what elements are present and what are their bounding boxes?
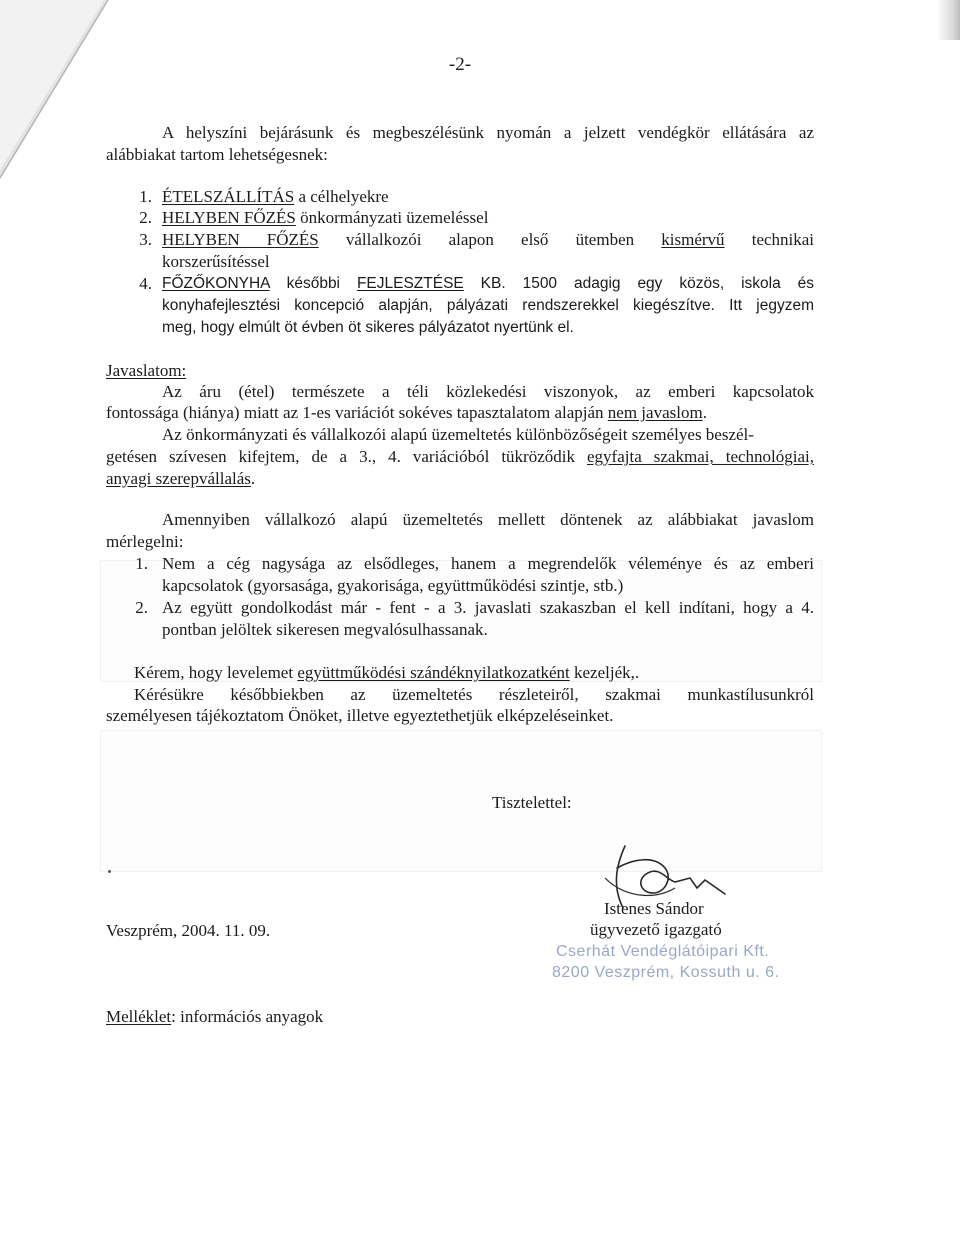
option-4-line-1 <box>162 273 814 294</box>
option-1-number: 1. <box>139 187 152 206</box>
option-4-line-2: konyhafejlesztési koncepció alapján, pályázati rendszerekkel kiegészítve. Itt jegyzem <box>162 297 814 314</box>
proposal-p1-text: fontossága (hiánya) miatt az 1-es variációt sokéves tapasztalatom alapján <box>106 403 604 422</box>
option-4-title-2: FEJLESZTÉSE <box>356 275 464 292</box>
option-2-title: HELYBEN FŐZÉS <box>162 208 296 227</box>
option-4-title: FŐZŐKONYHA <box>162 275 270 292</box>
company-stamp-line-2: 8200 Veszprém, Kossuth u. 6. <box>552 964 780 981</box>
page-number: -2- <box>448 54 472 75</box>
proposal-p1-underlined: nem javaslom <box>607 403 703 422</box>
intro-line-1: A helyszíni bejárásunk és megbeszélésünk nyomán a jelzett vendégkör ellátására az <box>162 123 814 142</box>
attachment <box>106 1006 323 1027</box>
date-place: Veszprém, 2004. 11. 09. <box>106 921 271 940</box>
option-4-number: 4. <box>139 274 152 293</box>
proposal-p2-line-2 <box>106 446 814 467</box>
consider-item-2-line-1: Az együtt gondolkodást már - fent - a 3. javaslati szakaszban el kell indítani, hogy a 4. <box>162 598 814 617</box>
option-1-title: ÉTELSZÁLLÍTÁS <box>162 187 295 206</box>
closing-text-b: kezeljék,. <box>573 663 640 682</box>
option-3-underlined: kismérvű <box>661 230 725 249</box>
option-2-number: 2. <box>139 208 152 227</box>
proposal-p2-text: getésen szívesen kifejtem, de a 3., 4. variációból tükröződik <box>106 447 575 466</box>
proposal-p1-end: . <box>702 403 707 422</box>
option-3-text-b: technikai <box>751 230 815 249</box>
scan-edge-shadow <box>936 0 960 40</box>
proposal-heading: Javaslatom: <box>106 361 187 380</box>
option-4-mid: későbbi <box>286 275 341 292</box>
option-3-line-2: korszerűsítéssel <box>162 252 270 271</box>
consider-item-2-line-2: pontban jelöltek sikeresen megvalósulhassanak. <box>162 620 488 639</box>
option-1 <box>162 186 389 207</box>
option-3-title: HELYBEN FŐZÉS <box>162 230 319 249</box>
option-3-text-a: vállalkozói alapon első ütemben <box>345 230 635 249</box>
proposal-p2-underlined-2: anyagi szerepvállalás <box>106 469 251 488</box>
company-stamp-line-1: Cserhát Vendéglátóipari Kft. <box>556 943 770 960</box>
closing-line-1 <box>134 662 639 683</box>
salutation: Tisztelettel: <box>492 793 572 812</box>
proposal-p2-line-1: Az önkormányzati és vállalkozói alapú üzemeltetés különbözőségeit személyes beszél- <box>162 425 754 444</box>
consider-item-2-number: 2. <box>135 598 148 617</box>
closing-underlined: együttműködési szándéknyilatkozatként <box>297 663 570 682</box>
option-2-text: önkormányzati üzemeléssel <box>300 208 489 227</box>
signer-name: Istenes Sándor <box>604 899 704 918</box>
consider-line-1: Amennyiben vállalkozó alapú üzemeltetés mellett döntenek az alábbiakat javaslom <box>162 510 814 529</box>
proposal-p2-line-3 <box>106 468 255 489</box>
option-3-line-1 <box>162 229 814 250</box>
proposal-p2-end: . <box>250 469 256 488</box>
proposal-p2-underlined: egyfajta szakmai, technológiai, <box>587 447 815 466</box>
option-2 <box>162 207 488 228</box>
consider-item-1-number: 1. <box>135 554 148 573</box>
closing-line-3: személyesen tájékoztatom Önöket, illetve egyeztethetjük elképzeléseinket. <box>106 706 614 725</box>
option-3-number: 3. <box>139 230 152 249</box>
folded-corner-shadow <box>0 0 120 180</box>
proposal-p1-line-1: Az áru (étel) természete a téli közlekedési viszonyok, az emberi kapcsolatok <box>162 382 814 401</box>
consider-item-1-line-2: kapcsolatok (gyorsasága, gyakorisága, együttműködési szintje, stb.) <box>162 576 624 595</box>
closing-line-2: Kérésükre későbbiekben az üzemeltetés részleteiről, szakmai munkastílusunkról <box>134 685 814 704</box>
proposal-p1-line-2 <box>106 402 707 423</box>
consider-item-1-line-1: Nem a cég nagysága az elsődleges, hanem a megrendelők véleménye és az emberi <box>162 554 814 573</box>
scan-speck <box>108 870 111 873</box>
attachment-text: : információs anyagok <box>171 1007 324 1026</box>
consider-line-2: mérlegelni: <box>106 532 184 551</box>
option-4-text: KB. 1500 adagig egy közös, iskola és <box>480 275 814 292</box>
attachment-label: Melléklet <box>106 1007 172 1026</box>
intro-line-2: alábbiakat tartom lehetségesnek: <box>106 145 328 164</box>
option-4-line-3: meg, hogy elmúlt öt évben öt sikeres pályázatot nyertünk el. <box>162 319 574 336</box>
closing-text-a: Kérem, hogy levelemet <box>134 663 294 682</box>
option-1-text: a célhelyekre <box>298 187 389 206</box>
signer-title: ügyvezető igazgató <box>590 920 722 939</box>
